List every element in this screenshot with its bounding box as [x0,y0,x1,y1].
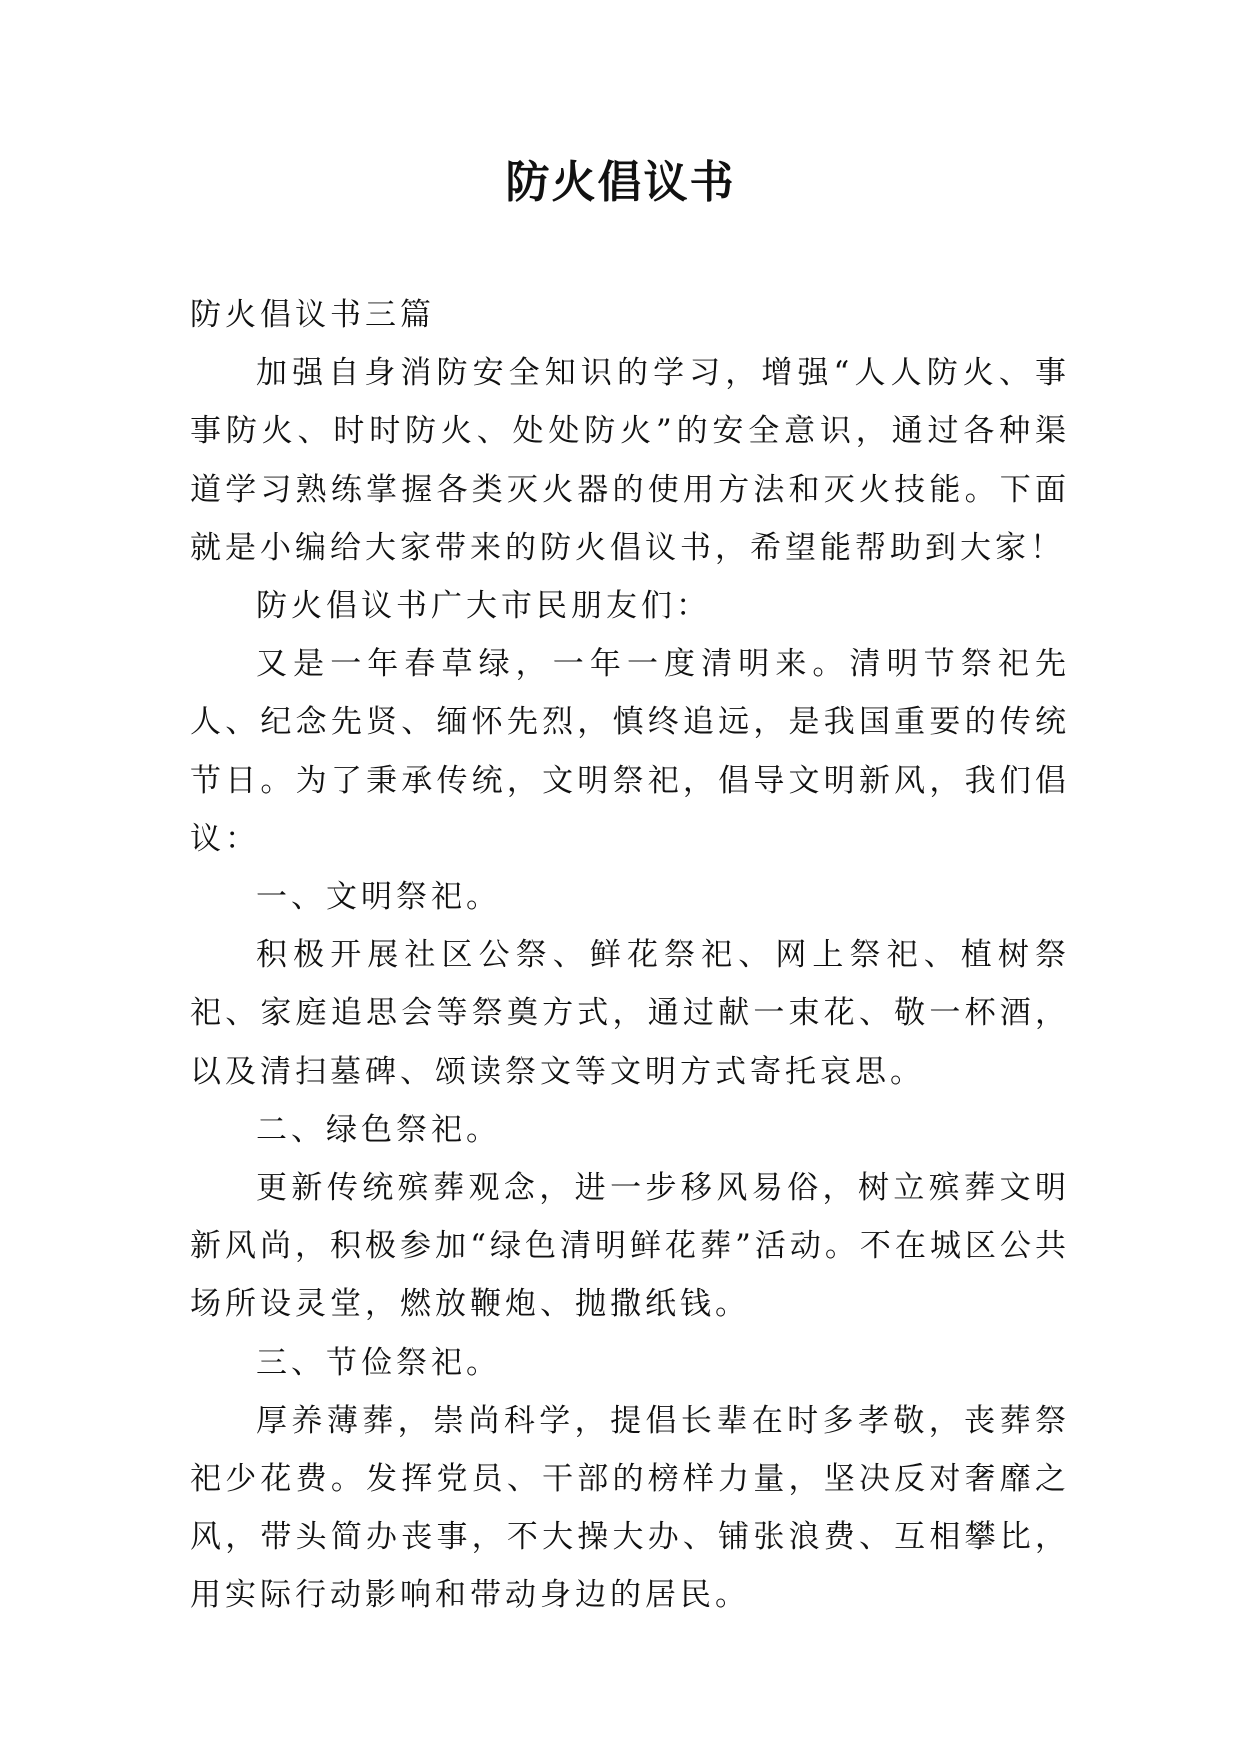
paragraph-intro: 加强自身消防安全知识的学习，增强“人人防火、事事防火、时时防火、处处防火”的安全意识，通过各种渠道学习熟练掌握各类灭火器的使用方法和灭火技能。下面就是小编给大家带来的防火倡议书，希望能帮助到大家！ [190,355,1070,566]
section-heading-1: 一、文明祭祀。 [256,879,501,916]
paragraph-section-3: 厚养薄葬，崇尚科学，提倡长辈在时多孝敬，丧葬祭祀少花费。发挥党员、干部的榜样力量，坚决反对奢靡之风，带头简办丧事，不大操大办、铺张浪费、互相攀比，用实际行动影响和带动身边的居民。 [190,1402,1070,1614]
section-heading-2: 二、绿色祭祀。 [256,1111,501,1148]
paragraph-section-2: 更新传统殡葬观念，进一步移风易俗，树立殡葬文明新风尚，积极参加“绿色清明鲜花葬”活动。不在城区公共场所设灵堂，燃放鞭炮、抛撒纸钱。 [190,1170,1070,1323]
paragraph-salutation: 防火倡议书广大市民朋友们： [256,588,711,625]
document-title: 防火倡议书 [505,157,736,208]
section-heading-3: 三、节俭祭祀。 [256,1344,501,1381]
paragraph-section-1: 积极开展社区公祭、鲜花祭祀、网上祭祀、植树祭祀、家庭追思会等祭奠方式，通过献一束花、敬一杯酒，以及清扫墓碑、颂读祭文等文明方式寄托哀思。 [190,937,1070,1090]
paragraph-background: 又是一年春草绿，一年一度清明来。清明节祭祀先人、纪念先贤、缅怀先烈，慎终追远，是我国重要的传统节日。为了秉承传统，文明祭祀，倡导文明新风，我们倡议： [190,646,1070,857]
document-body [190,286,1070,1625]
paragraph-subtitle: 防火倡议书三篇 [190,297,435,333]
